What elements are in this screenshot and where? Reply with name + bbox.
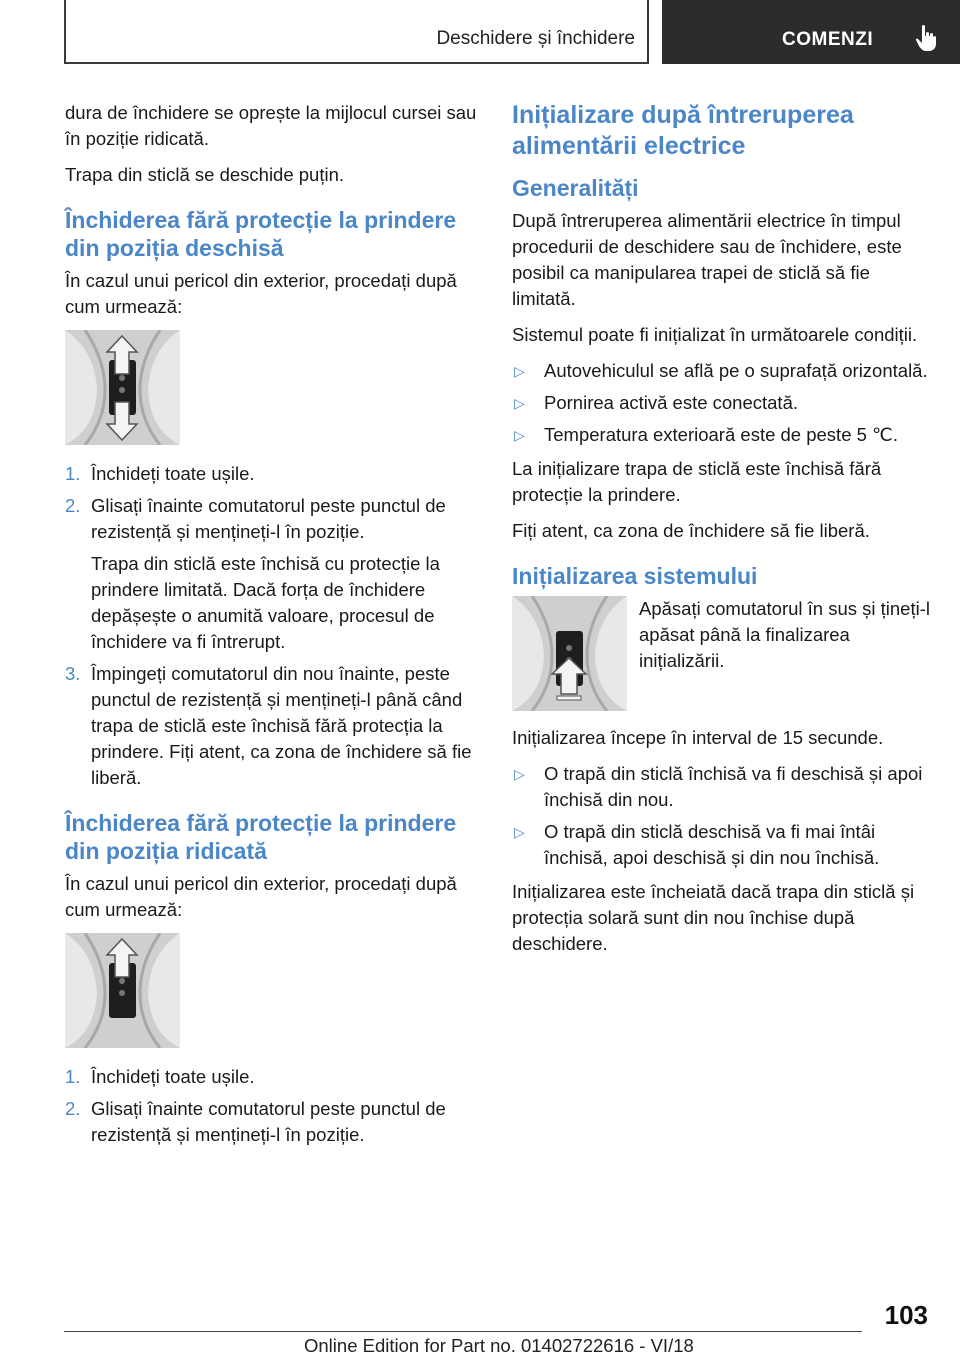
list-item: [65, 1096, 483, 1148]
footer-divider: [64, 1331, 862, 1332]
step-text: Închideți toate ușile.: [91, 463, 255, 484]
bullet-text: O trapă din sticlă închisă va fi deschisă și apoi închisă din nou.: [544, 763, 923, 810]
step-body: [91, 493, 483, 655]
edition-text: Online Edition for Part no. 01402722616 - VI/18: [304, 1335, 694, 1356]
paragraph: La inițializare trapa de sticlă este închisă fără protecție la prindere.: [512, 458, 882, 505]
list-item: [65, 493, 483, 655]
intro-paragraph: Trapa din sticlă se deschide puțin.: [65, 164, 345, 185]
steps-list: [65, 461, 483, 791]
step-text: Închideți toate ușile.: [91, 1066, 255, 1087]
switch-press-figure: [512, 596, 627, 711]
page-title: Inițializare după întreruperea alimentării electrice: [512, 101, 854, 160]
init-row: [512, 596, 932, 711]
list-item: [65, 461, 483, 487]
list-item: [512, 761, 932, 813]
tab-label: COMENZI: [782, 29, 874, 50]
bullet-text: Autovehiculul se află pe o suprafață orizontală.: [544, 360, 928, 381]
section-heading: Închiderea fără protecție la prindere din poziția ridicată: [65, 810, 457, 864]
section-heading: Inițializarea sistemului: [512, 563, 758, 589]
step-number: 1.: [65, 463, 81, 484]
left-column: [65, 100, 483, 1160]
paragraph: Sistemul poate fi inițializat în următoarele condiții.: [512, 324, 918, 345]
triangle-bullet-icon: ▷: [514, 363, 525, 379]
section-text: În cazul unui pericol din exterior, procedați după cum urmează:: [65, 873, 457, 920]
step-text: Glisați înainte comutatorul peste punctul de rezistență și mențineți-l în poziție.: [91, 495, 446, 542]
step-text: Glisați înainte comutatorul peste punctul de rezistență și mențineți-l în poziție.: [91, 1098, 446, 1145]
list-item: [512, 819, 932, 871]
bullet-list: [512, 358, 932, 448]
paragraph: După întreruperea alimentării electrice în timpul procedurii de deschidere sau de închidere, este posibil ca manipularea trapei de sticlă să fie limitată.: [512, 210, 902, 309]
list-item: [512, 390, 932, 416]
step-number: 3.: [65, 663, 81, 684]
paragraph: Fiți atent, ca zona de închidere să fie liberă.: [512, 520, 870, 541]
bullet-list: [512, 761, 932, 871]
section-heading: Închiderea fără protecție la prindere din poziția deschisă: [65, 207, 457, 261]
step-note: Trapa din sticlă este închisă cu protecție la prindere limitată. Dacă forța de închidere depășește o anumită valoare, procesul de închidere va fi întrerupt.: [91, 553, 440, 652]
section-text: În cazul unui pericol din exterior, procedați după cum urmează:: [65, 270, 457, 317]
bullet-text: O trapă din sticlă deschisă va fi mai întâi închisă, apoi deschisă și din nou închisă.: [544, 821, 880, 868]
section-title: Deschidere și închidere: [436, 28, 635, 49]
bullet-text: Temperatura exterioară este de peste 5 ℃.: [544, 424, 898, 445]
list-item: [512, 358, 932, 384]
header-section-box: [64, 0, 649, 64]
intro-paragraph: dura de închidere se oprește la mijlocul cursei sau în poziție ridicată.: [65, 102, 477, 149]
bullet-text: Pornirea activă este conectată.: [544, 392, 799, 413]
page-number: 103: [884, 1300, 928, 1330]
steps-list: [65, 1064, 483, 1148]
switch-slide-figure: [65, 933, 180, 1048]
init-instruction: Apăsați comutatorul în sus și țineți-l apăsat până la finalizarea inițializării.: [639, 598, 930, 671]
tab-comenzi[interactable]: [662, 0, 960, 64]
list-item: [512, 422, 932, 448]
list-item: [65, 661, 483, 791]
list-item: [65, 1064, 483, 1090]
step-number: 1.: [65, 1066, 81, 1087]
hand-pointer-icon: [915, 24, 937, 57]
triangle-bullet-icon: ▷: [514, 824, 525, 840]
right-column: [512, 100, 932, 967]
switch-slide-figure: [65, 330, 180, 445]
paragraph: Inițializarea începe în interval de 15 secunde.: [512, 727, 884, 748]
triangle-bullet-icon: ▷: [514, 395, 525, 411]
step-text: Împingeți comutatorul din nou înainte, peste punctul de rezistență și mențineți-l până când trapa de sticlă este închisă fără protecția la prindere. Fiți atent, ca zona de închidere să fie liberă.: [91, 663, 472, 788]
triangle-bullet-icon: ▷: [514, 427, 525, 443]
section-heading: Generalități: [512, 175, 639, 201]
paragraph: Inițializarea este încheiată dacă trapa din sticlă și protecția solară sunt din nou închise după deschidere.: [512, 881, 915, 954]
triangle-bullet-icon: ▷: [514, 766, 525, 782]
step-number: 2.: [65, 1098, 81, 1119]
step-number: 2.: [65, 495, 81, 516]
